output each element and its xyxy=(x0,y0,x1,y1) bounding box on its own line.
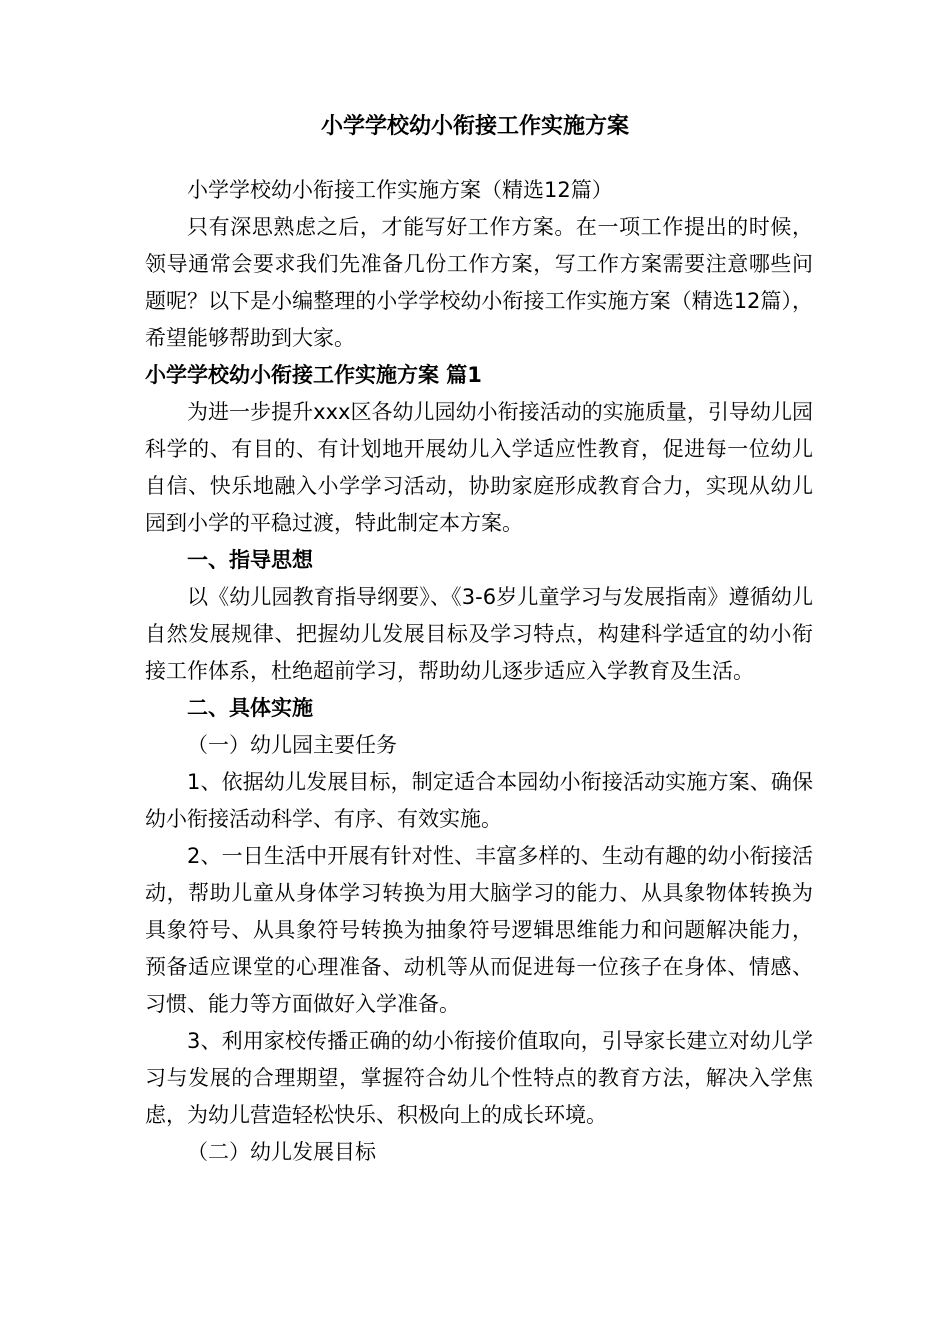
heading-implementation: 二、具体实施 xyxy=(187,696,313,720)
document-subtitle: 小学学校幼小衔接工作实施方案（精选12篇） xyxy=(187,178,613,202)
task-item-1: 1、依据幼儿发展目标，制定适合本园幼小衔接活动实施方案、确保幼小衔接活动科学、有序、有效实施。 xyxy=(145,770,813,831)
section-intro-paragraph: 为进一步提升xxx区各幼儿园幼小衔接活动的实施质量，引导幼儿园科学的、有目的、有计划地开展幼儿入学适应性教育，促进每一位幼儿自信、快乐地融入小学学习活动，协助家庭形成教育合力，实现从幼儿园到小学的平稳过渡，特此制定本方案。 xyxy=(145,400,813,535)
document-title: 小学学校幼小衔接工作实施方案 xyxy=(320,114,629,139)
task-item-3: 3、利用家校传播正确的幼小衔接价值取向，引导家长建立对幼儿学习与发展的合理期望，掌握符合幼儿个性特点的教育方法，解决入学焦虑，为幼儿营造轻松快乐、积极向上的成长环境。 xyxy=(145,1029,813,1127)
guiding-thought-paragraph: 以《幼儿园教育指导纲要》、《3-6岁儿童学习与发展指南》遵循幼儿自然发展规律、把握幼儿发展目标及学习特点，构建科学适宜的幼小衔接工作体系，杜绝超前学习，帮助幼儿逐步适应入学教育及生活。 xyxy=(145,585,813,683)
intro-paragraph: 只有深思熟虑之后，才能写好工作方案。在一项工作提出的时候，领导通常会要求我们先准备几份工作方案，写工作方案需要注意哪些问题呢？以下是小编整理的小学学校幼小衔接工作实施方案（精选12篇），希望能够帮助到大家。 xyxy=(145,215,813,350)
task-item-2: 2、一日生活中开展有针对性、丰富多样的、生动有趣的幼小衔接活动，帮助儿童从身体学习转换为用大脑学习的能力、从具象物体转换为具象符号、从具象符号转换为抽象符号逻辑思维能力和问题解决能力，预备适应课堂的心理准备、动机等从而促进每一位孩子在身体、情感、习惯、能力等方面做好入学准备。 xyxy=(145,844,813,1016)
document-body xyxy=(145,172,813,1171)
subheading-kindergarten-tasks: （一）幼儿园主要任务 xyxy=(187,733,397,757)
heading-guiding-thought: 一、指导思想 xyxy=(187,548,313,572)
subheading-development-goals: （二）幼儿发展目标 xyxy=(187,1140,376,1164)
section-heading: 小学学校幼小衔接工作实施方案 篇1 xyxy=(145,363,482,387)
